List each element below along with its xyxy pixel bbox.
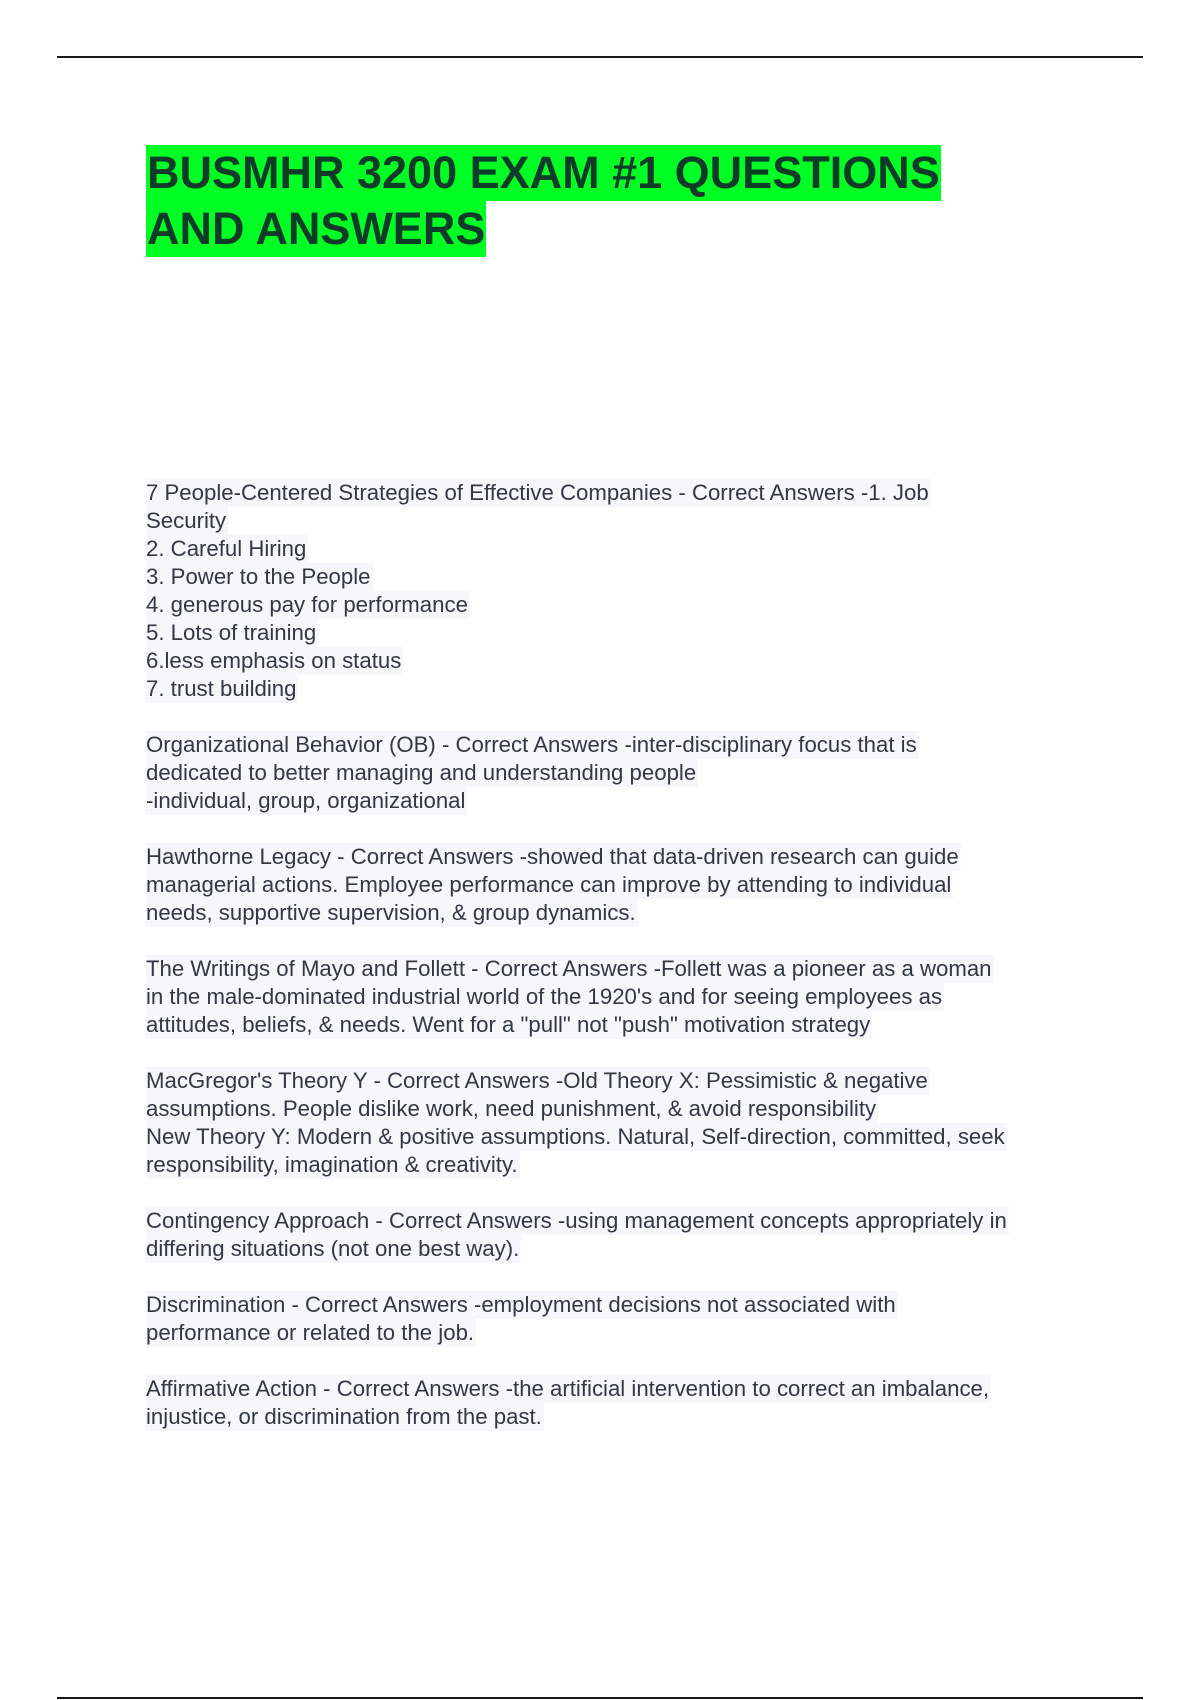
qa-entry-contingency-approach (146, 1207, 1091, 1263)
entry-line: Discrimination - Correct Answers -employment decisions not associated with (146, 1292, 896, 1317)
qa-list (146, 479, 1091, 1459)
entry-line: 5. Lots of training (146, 620, 317, 645)
qa-entry-people-centered-strategies (146, 479, 1091, 703)
entry-line: 6.less emphasis on status (146, 648, 402, 673)
qa-entry-hawthorne-legacy (146, 843, 1091, 927)
entry-line: New Theory Y: Modern & positive assumptions. Natural, Self-direction, committed, seek (146, 1124, 1005, 1149)
entry-line: Affirmative Action - Correct Answers -the artificial intervention to correct an imbalance, (146, 1376, 990, 1401)
qa-entry-mayo-follett (146, 955, 1091, 1039)
entry-line: 2. Careful Hiring (146, 536, 307, 561)
entry-line: assumptions. People dislike work, need punishment, & avoid responsibility (146, 1096, 877, 1121)
entry-line: managerial actions. Employee performance can improve by attending to individual (146, 872, 952, 897)
qa-entry-discrimination (146, 1291, 1091, 1347)
entry-line: MacGregor's Theory Y - Correct Answers -Old Theory X: Pessimistic & negative (146, 1068, 928, 1093)
title-line-2: AND ANSWERS (146, 201, 486, 257)
entry-line: injustice, or discrimination from the past. (146, 1404, 542, 1429)
entry-line: responsibility, imagination & creativity. (146, 1152, 518, 1177)
qa-entry-affirmative-action (146, 1375, 1091, 1431)
qa-entry-organizational-behavior (146, 731, 1091, 815)
top-rule (57, 56, 1143, 58)
entry-line: Organizational Behavior (OB) - Correct Answers -inter-disciplinary focus that is (146, 732, 917, 757)
document-title (146, 145, 1026, 257)
entry-line: differing situations (not one best way). (146, 1236, 520, 1261)
entry-line: Security (146, 508, 227, 533)
entry-line: 3. Power to the People (146, 564, 371, 589)
qa-entry-theory-y (146, 1067, 1091, 1179)
entry-line: attitudes, beliefs, & needs. Went for a "pull" not "push" motivation strategy (146, 1012, 871, 1037)
entry-line: 7. trust building (146, 676, 297, 701)
bottom-rule (57, 1697, 1143, 1699)
entry-line: -individual, group, organizational (146, 788, 466, 813)
entry-line: 4. generous pay for performance (146, 592, 468, 617)
entry-line: in the male-dominated industrial world of the 1920's and for seeing employees as (146, 984, 943, 1009)
entry-line: Contingency Approach - Correct Answers -using management concepts appropriately in (146, 1208, 1007, 1233)
entry-line: The Writings of Mayo and Follett - Correct Answers -Follett was a pioneer as a woman (146, 956, 992, 981)
entry-line: performance or related to the job. (146, 1320, 475, 1345)
entry-line: dedicated to better managing and understanding people (146, 760, 697, 785)
entry-line: 7 People-Centered Strategies of Effective Companies - Correct Answers -1. Job (146, 480, 929, 505)
title-line-1: BUSMHR 3200 EXAM #1 QUESTIONS (146, 145, 941, 201)
entry-line: Hawthorne Legacy - Correct Answers -showed that data-driven research can guide (146, 844, 959, 869)
entry-line: needs, supportive supervision, & group dynamics. (146, 900, 636, 925)
